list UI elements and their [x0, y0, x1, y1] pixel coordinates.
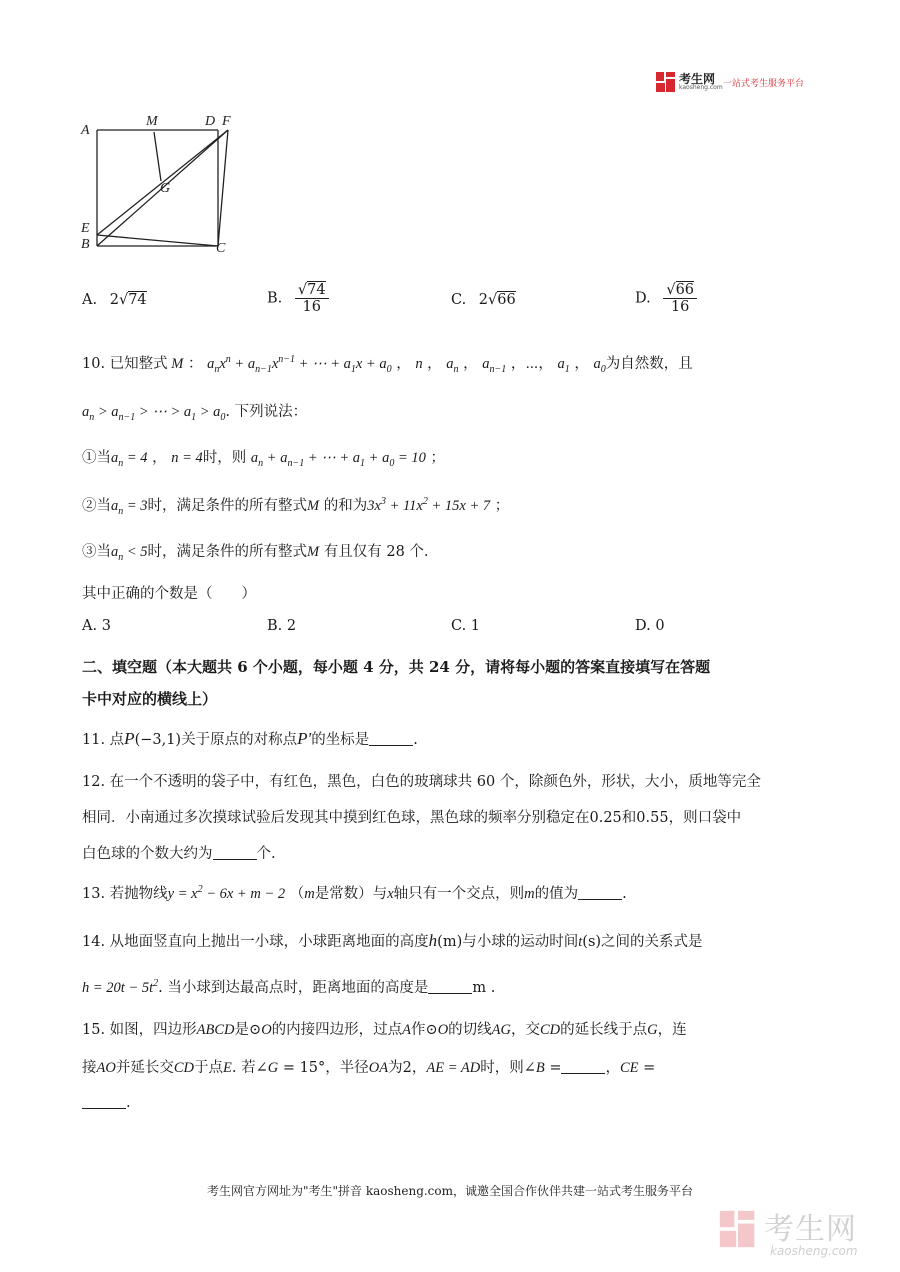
segment-FC [218, 130, 228, 246]
label-D: D [205, 114, 216, 129]
label-A: A [81, 123, 90, 138]
kaosheng-logo-icon [655, 71, 677, 93]
logo-name: 考生网 [679, 72, 716, 86]
label-F: F [222, 114, 231, 129]
label-G: G [160, 181, 171, 196]
watermark-name: 考生网 [764, 1212, 857, 1247]
q9-option-b: B. $\frac{√74}{16}$ [267, 282, 329, 315]
footer-text: 考生网官方网址为"考生"拼音 kaosheng.com，诚邀全国合作伙伴共建一站式考生服务平台 [206, 1184, 694, 1198]
q10-option-d: D. 0 [635, 618, 665, 634]
watermark [718, 1202, 888, 1262]
q13: 13. 若抛物线$y = x^2 - 6x + m - 2$ （m是常数）与x轴只有一个交点，则m的值为 . [82, 884, 627, 902]
q10-statement-2: ②当$a_n = 3$时，满足条件的所有整式M 的和为$3x^3 + 11x^2 + 15x + 7$ ； [82, 496, 510, 517]
q12-line3: 白色球的个数大约为 个. [82, 846, 276, 862]
q14-line1: 14. 从地面竖直向上抛出一小球，小球距离地面的高度h(m)与小球的运动时间t(s)之间的关系式是 [82, 931, 703, 950]
q9-option-a: A. 2√74 [82, 292, 147, 308]
q10-condition: $a_n > a_{n-1}$ > ⋯ > $a_1 > a_0$. 下列说法： [82, 404, 308, 423]
q14-line2: $h = 20t - 5t^2$. 当小球到达最高点时，距离地面的高度是 m . [82, 978, 496, 996]
q12-line2: 相同．小南通过多次摸球试验后发现其中摸到红色球，黑色球的频率分别稳定在0.25和0.55，则口袋中 [82, 810, 742, 826]
q10-statement-3: ③当$a_n < 5$时，满足条件的所有整式M 有且仅有 28 个. [82, 544, 429, 563]
q10-question: 其中正确的个数是（ ） [82, 586, 256, 602]
section-2-title-line2: 卡中对应的横线上） [82, 690, 218, 708]
q10-option-a: A. 3 [82, 618, 111, 634]
watermark-logo-icon [718, 1206, 758, 1252]
q11: 11. 点P(−3,1)关于原点的对称点P′的坐标是 . [82, 729, 418, 748]
q9-option-c: C. 2√66 [451, 292, 516, 308]
label-C: C [216, 241, 226, 256]
segment-EC [97, 235, 218, 246]
logo-slogan: 一站式考生服务平台 [723, 79, 805, 89]
label-M: M [146, 114, 158, 129]
q15-line1: 15. 如图，四边形ABCD是⊙O的内接四边形，过点A作⊙O的切线AG，交CD的延长线于点G，连 [82, 1022, 687, 1038]
q10-statement-1: ①当$a_n = 4$ ， n = 4时，则 $a_n + a_{n-1}$ + ⋯ + $a_1 + a_0 = 10$ ； [82, 450, 445, 469]
geometry-figure [78, 110, 238, 260]
label-B: B [81, 237, 90, 252]
logo-domain: kaosheng.com [679, 84, 723, 91]
label-E: E [81, 221, 90, 236]
segment-MG [154, 132, 161, 181]
q9-option-d: D. $\frac{√66}{16}$ [635, 282, 697, 315]
q10-option-c: C. 1 [451, 618, 481, 634]
watermark-domain: kaosheng.com [770, 1244, 858, 1258]
q15-line2: 接AO并延长交CD于点E. 若∠G = 15°，半径OA为2，AE = AD时，则∠B = ，CE = [82, 1060, 656, 1076]
q12-line1: 12. 在一个不透明的袋子中，有红色，黑色，白色的玻璃球共 60 个，除颜色外，形状，大小，质地等完全 [82, 774, 761, 790]
q15-line3: . [82, 1094, 131, 1111]
q10-option-b: B. 2 [267, 618, 297, 634]
section-2-title-line1: 二、填空题（本大题共 6 个小题，每小题 4 分，共 24 分，请将每小题的答案直接填写在答题 [82, 658, 711, 676]
header-logo [655, 70, 825, 94]
q10-intro: 10. 已知整式 M ： $a_nx^n + a_{n-1}x^{n-1}$ + ⋯ + $a_1x + a_0$ ， n ， $a_n$ ， $a_{n-1}$ ，⋯， $a_1$ ， $a_0$为自然数，且 [82, 354, 693, 375]
